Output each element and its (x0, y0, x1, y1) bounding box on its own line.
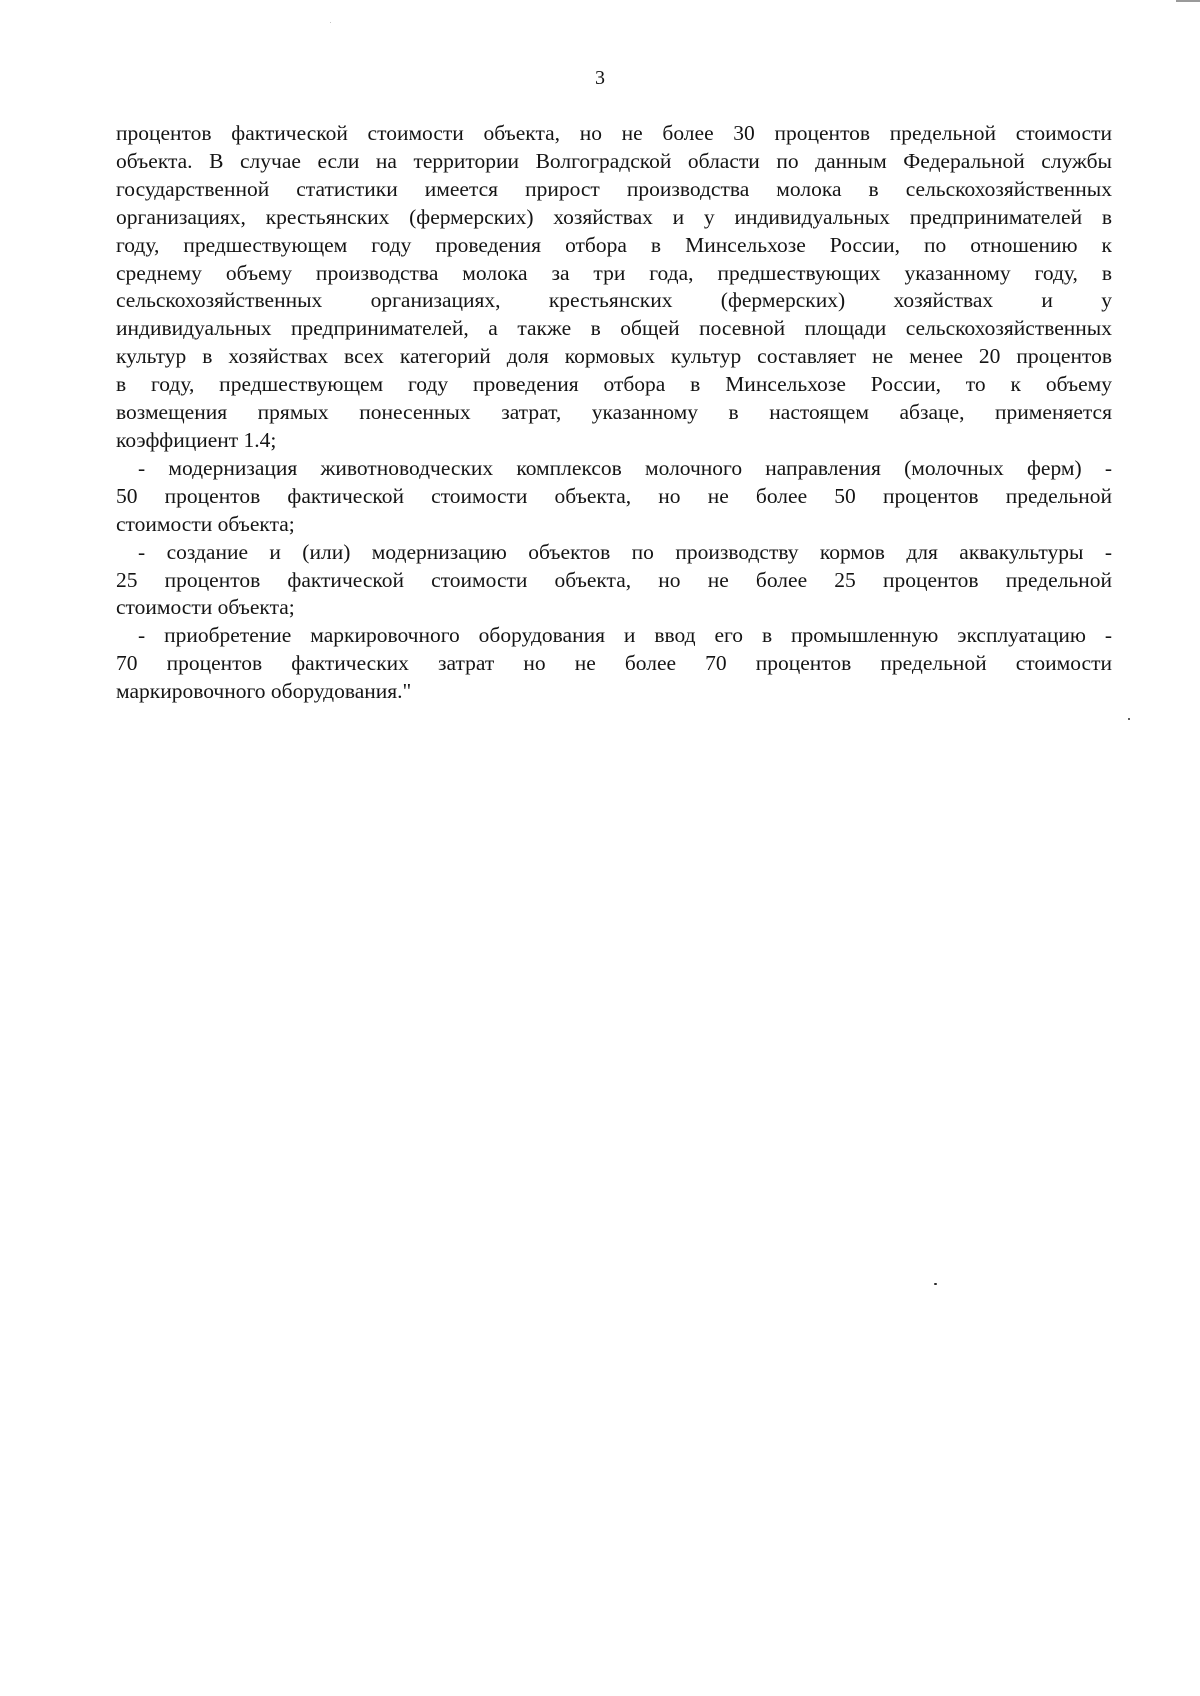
text-line: сельскохозяйственных организациях, крестьянских (фермерских) хозяйствах и у (116, 288, 1112, 313)
text-line: объекта. В случае если на территории Волгоградской области по данным Федеральной службы (116, 148, 1112, 173)
text-line: стоимости объекта; (116, 595, 295, 620)
text-line: индивидуальных предпринимателей, а также в общей посевной площади сельскохозяйственных (116, 316, 1112, 341)
text-line: стоимости объекта; (116, 511, 295, 536)
text-line: - модернизация животноводческих комплексов молочного направления (молочных ферм) - (138, 455, 1112, 480)
scan-speck (330, 22, 331, 23)
text-line: государственной статистики имеется прирост производства молока в сельскохозяйственных (116, 176, 1112, 201)
text-line: году, предшествующем году проведения отбора в Минсельхозе России, по отношению к (116, 232, 1112, 257)
text-line: - приобретение маркировочного оборудования и ввод его в промышленную эксплуатацию - (138, 623, 1112, 648)
text-line: процентов фактической стоимости объекта, но не более 30 процентов предельной стоимости (116, 121, 1112, 145)
text-line: культур в хозяйствах всех категорий доля кормовых культур составляет не менее 20 процентов (116, 344, 1112, 369)
text-line: маркировочного оборудования." (116, 679, 412, 704)
text-line: 70 процентов фактических затрат но не более 70 процентов предельной стоимости (116, 651, 1112, 676)
scan-speck (1128, 718, 1130, 720)
page-number: 3 (595, 67, 605, 89)
scan-speck (934, 1283, 937, 1285)
text-line: коэффициент 1.4; (116, 427, 277, 452)
text-line: в году, предшествующем году проведения отбора в Минсельхозе России, то к объему (116, 372, 1112, 397)
document-body (116, 120, 1112, 706)
text-line: организациях, крестьянских (фермерских) хозяйствах и у индивидуальных предпринимателей в (116, 204, 1112, 229)
text-line: 50 процентов фактической стоимости объекта, но не более 50 процентов предельной (116, 483, 1112, 508)
text-line: 25 процентов фактической стоимости объекта, но не более 25 процентов предельной (116, 567, 1112, 592)
scan-edge-mark (1176, 0, 1200, 2)
text-line: среднему объему производства молока за три года, предшествующих указанному году, в (116, 260, 1112, 285)
text-line: возмещения прямых понесенных затрат, указанному в настоящем абзаце, применяется (116, 400, 1112, 425)
text-line: - создание и (или) модернизацию объектов по производству кормов для аквакультуры - (138, 539, 1112, 564)
